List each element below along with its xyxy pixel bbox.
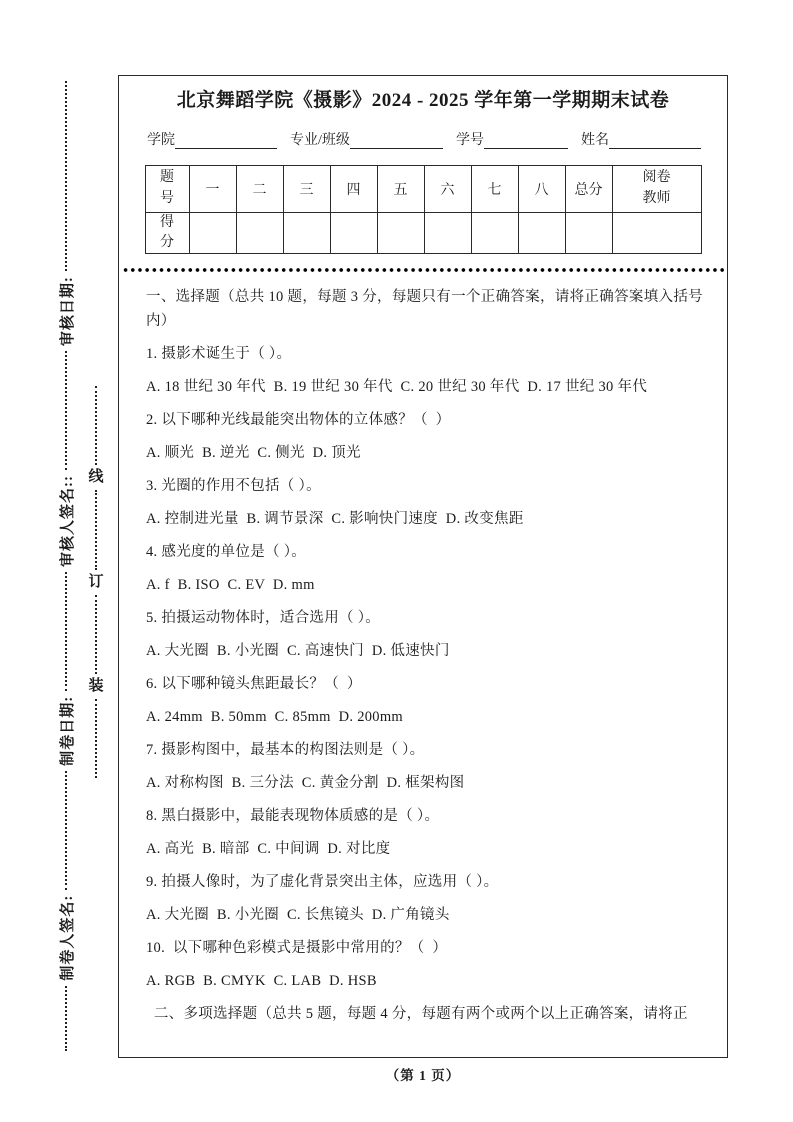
question-text: 3. 光圈的作用不包括（ ）。 <box>146 478 321 495</box>
question-options: A. f B. ISO C. EV D. mm <box>146 577 315 594</box>
score-table-col: 二 <box>236 165 283 212</box>
score-cell-empty <box>424 212 471 254</box>
section2-heading: 二、多项选择题（总共 5 题，每题 4 分，每题有两个或两个以上正确答案，请将正 <box>146 1006 688 1023</box>
total-score-col: 总分 <box>565 165 612 212</box>
question-options: A. 对称构图 B. 三分法 C. 黄金分割 D. 框架构图 <box>146 775 465 792</box>
score-cell-empty <box>236 212 283 254</box>
score-table <box>145 165 702 255</box>
question-text: 5. 拍摄运动物体时，适合选用（ ）。 <box>146 610 381 627</box>
score-cell-empty <box>189 212 236 254</box>
name-field <box>581 129 701 149</box>
college-label: 学院 <box>147 132 175 148</box>
signature-dotted-line <box>65 771 67 890</box>
question-text: 4. 感光度的单位是（ ）。 <box>146 544 307 561</box>
score-cell-empty <box>471 212 518 254</box>
question-options: A. 控制进光量 B. 调节景深 C. 影响快门速度 D. 改变焦距 <box>146 511 524 528</box>
binding-signature-strip <box>55 76 77 1056</box>
section1-heading: 一、选择题（总共 10 题，每题 3 分，每题只有一个正确答案，请将正确答案填入括号内） <box>146 289 703 330</box>
binding-char-zhuang: 装 <box>88 677 104 694</box>
review-date-label: 审核日期: <box>59 276 76 347</box>
score-table-col: 七 <box>471 165 518 212</box>
question-options: A. 顺光 B. 逆光 C. 侧光 D. 顶光 <box>146 445 361 462</box>
reviewer-signature-label: 审核人签名:: <box>59 474 76 567</box>
question-options: A. 24mm B. 50mm C. 85mm D. 200mm <box>146 709 404 726</box>
score-table-col: 八 <box>518 165 565 212</box>
question-text: 2. 以下哪种光线最能突出物体的立体感？（ ） <box>146 412 451 429</box>
student-id-blank-line <box>484 132 568 149</box>
question-options: A. RGB B. CMYK C. LAB D. HSB <box>146 973 377 990</box>
signature-dotted-line <box>65 986 67 1051</box>
grader-col <box>612 165 701 212</box>
paper-made-date-label: 制卷日期: <box>59 695 76 766</box>
page-number: （第 1 页） <box>385 1068 461 1083</box>
major-class-label: 专业/班级 <box>290 132 350 148</box>
major-class-field <box>290 129 443 149</box>
score-cell-empty <box>518 212 565 254</box>
question-options: A. 大光圈 B. 小光圈 C. 长焦镜头 D. 广角镜头 <box>146 907 450 924</box>
binding-char-xian: 线 <box>88 469 104 486</box>
major-class-blank-line <box>350 132 443 149</box>
exam-paper <box>118 75 728 1058</box>
score-label: 得分 <box>160 214 174 250</box>
student-info-row <box>147 129 701 149</box>
binding-line <box>84 386 108 778</box>
question-text: 1. 摄影术诞生于（ ）。 <box>146 346 292 363</box>
student-id-field <box>456 129 568 149</box>
score-table-col: 三 <box>283 165 330 212</box>
score-cell-empty <box>377 212 424 254</box>
exam-title: 北京舞蹈学院《摄影》2024 - 2025 学年第一学期期末试卷 <box>176 90 670 111</box>
score-table-header-cell <box>145 165 189 212</box>
student-id-label: 学号 <box>455 132 484 148</box>
question-number-label: 题号 <box>160 170 174 206</box>
college-field <box>147 129 277 149</box>
binding-char-ding: 订 <box>88 573 104 590</box>
score-table-col: 一 <box>189 165 236 212</box>
binding-dotted-segment <box>95 490 97 569</box>
question-options: A. 高光 B. 暗部 C. 中间调 D. 对比度 <box>146 841 391 858</box>
grader-label: 阅卷教师 <box>642 170 671 206</box>
binding-dotted-segment <box>95 386 97 465</box>
college-blank-line <box>175 132 277 149</box>
score-table-col: 六 <box>424 165 471 212</box>
question-text: 8. 黑白摄影中，最能表现物体质感的是（ ）。 <box>146 808 440 825</box>
question-content <box>119 273 727 1026</box>
question-text: 10. 以下哪种色彩模式是摄影中常用的？（ ） <box>146 940 448 957</box>
score-row-header-cell <box>145 212 189 254</box>
question-text: 7. 摄影构图中，最基本的构图法则是（ ）。 <box>146 742 425 759</box>
name-label: 姓名 <box>580 132 609 148</box>
signature-dotted-line <box>65 351 67 470</box>
question-text: 9. 拍摄人像时，为了虚化背景突出主体，应选用（ ）。 <box>146 874 499 891</box>
paper-maker-signature-label: 制卷人签名: <box>59 894 76 981</box>
name-blank-line <box>609 132 701 149</box>
binding-dotted-segment <box>95 699 97 778</box>
score-cell-empty <box>330 212 377 254</box>
signature-dotted-line <box>65 81 67 271</box>
question-text: 6. 以下哪种镜头焦距最长？（ ） <box>146 676 362 693</box>
score-table-col: 五 <box>377 165 424 212</box>
binding-signature-inner <box>55 76 77 1056</box>
score-cell-empty <box>565 212 612 254</box>
score-table-col: 四 <box>330 165 377 212</box>
score-cell-empty <box>283 212 330 254</box>
question-options: A. 大光圈 B. 小光圈 C. 高速快门 D. 低速快门 <box>146 643 450 660</box>
binding-dotted-segment <box>95 595 97 674</box>
score-cell-empty <box>612 212 701 254</box>
question-options: A. 18 世纪 30 年代 B. 19 世纪 30 年代 C. 20 世纪 30 年代 D. 17 世纪 30 年代 <box>146 379 648 396</box>
signature-dotted-line <box>65 572 67 691</box>
